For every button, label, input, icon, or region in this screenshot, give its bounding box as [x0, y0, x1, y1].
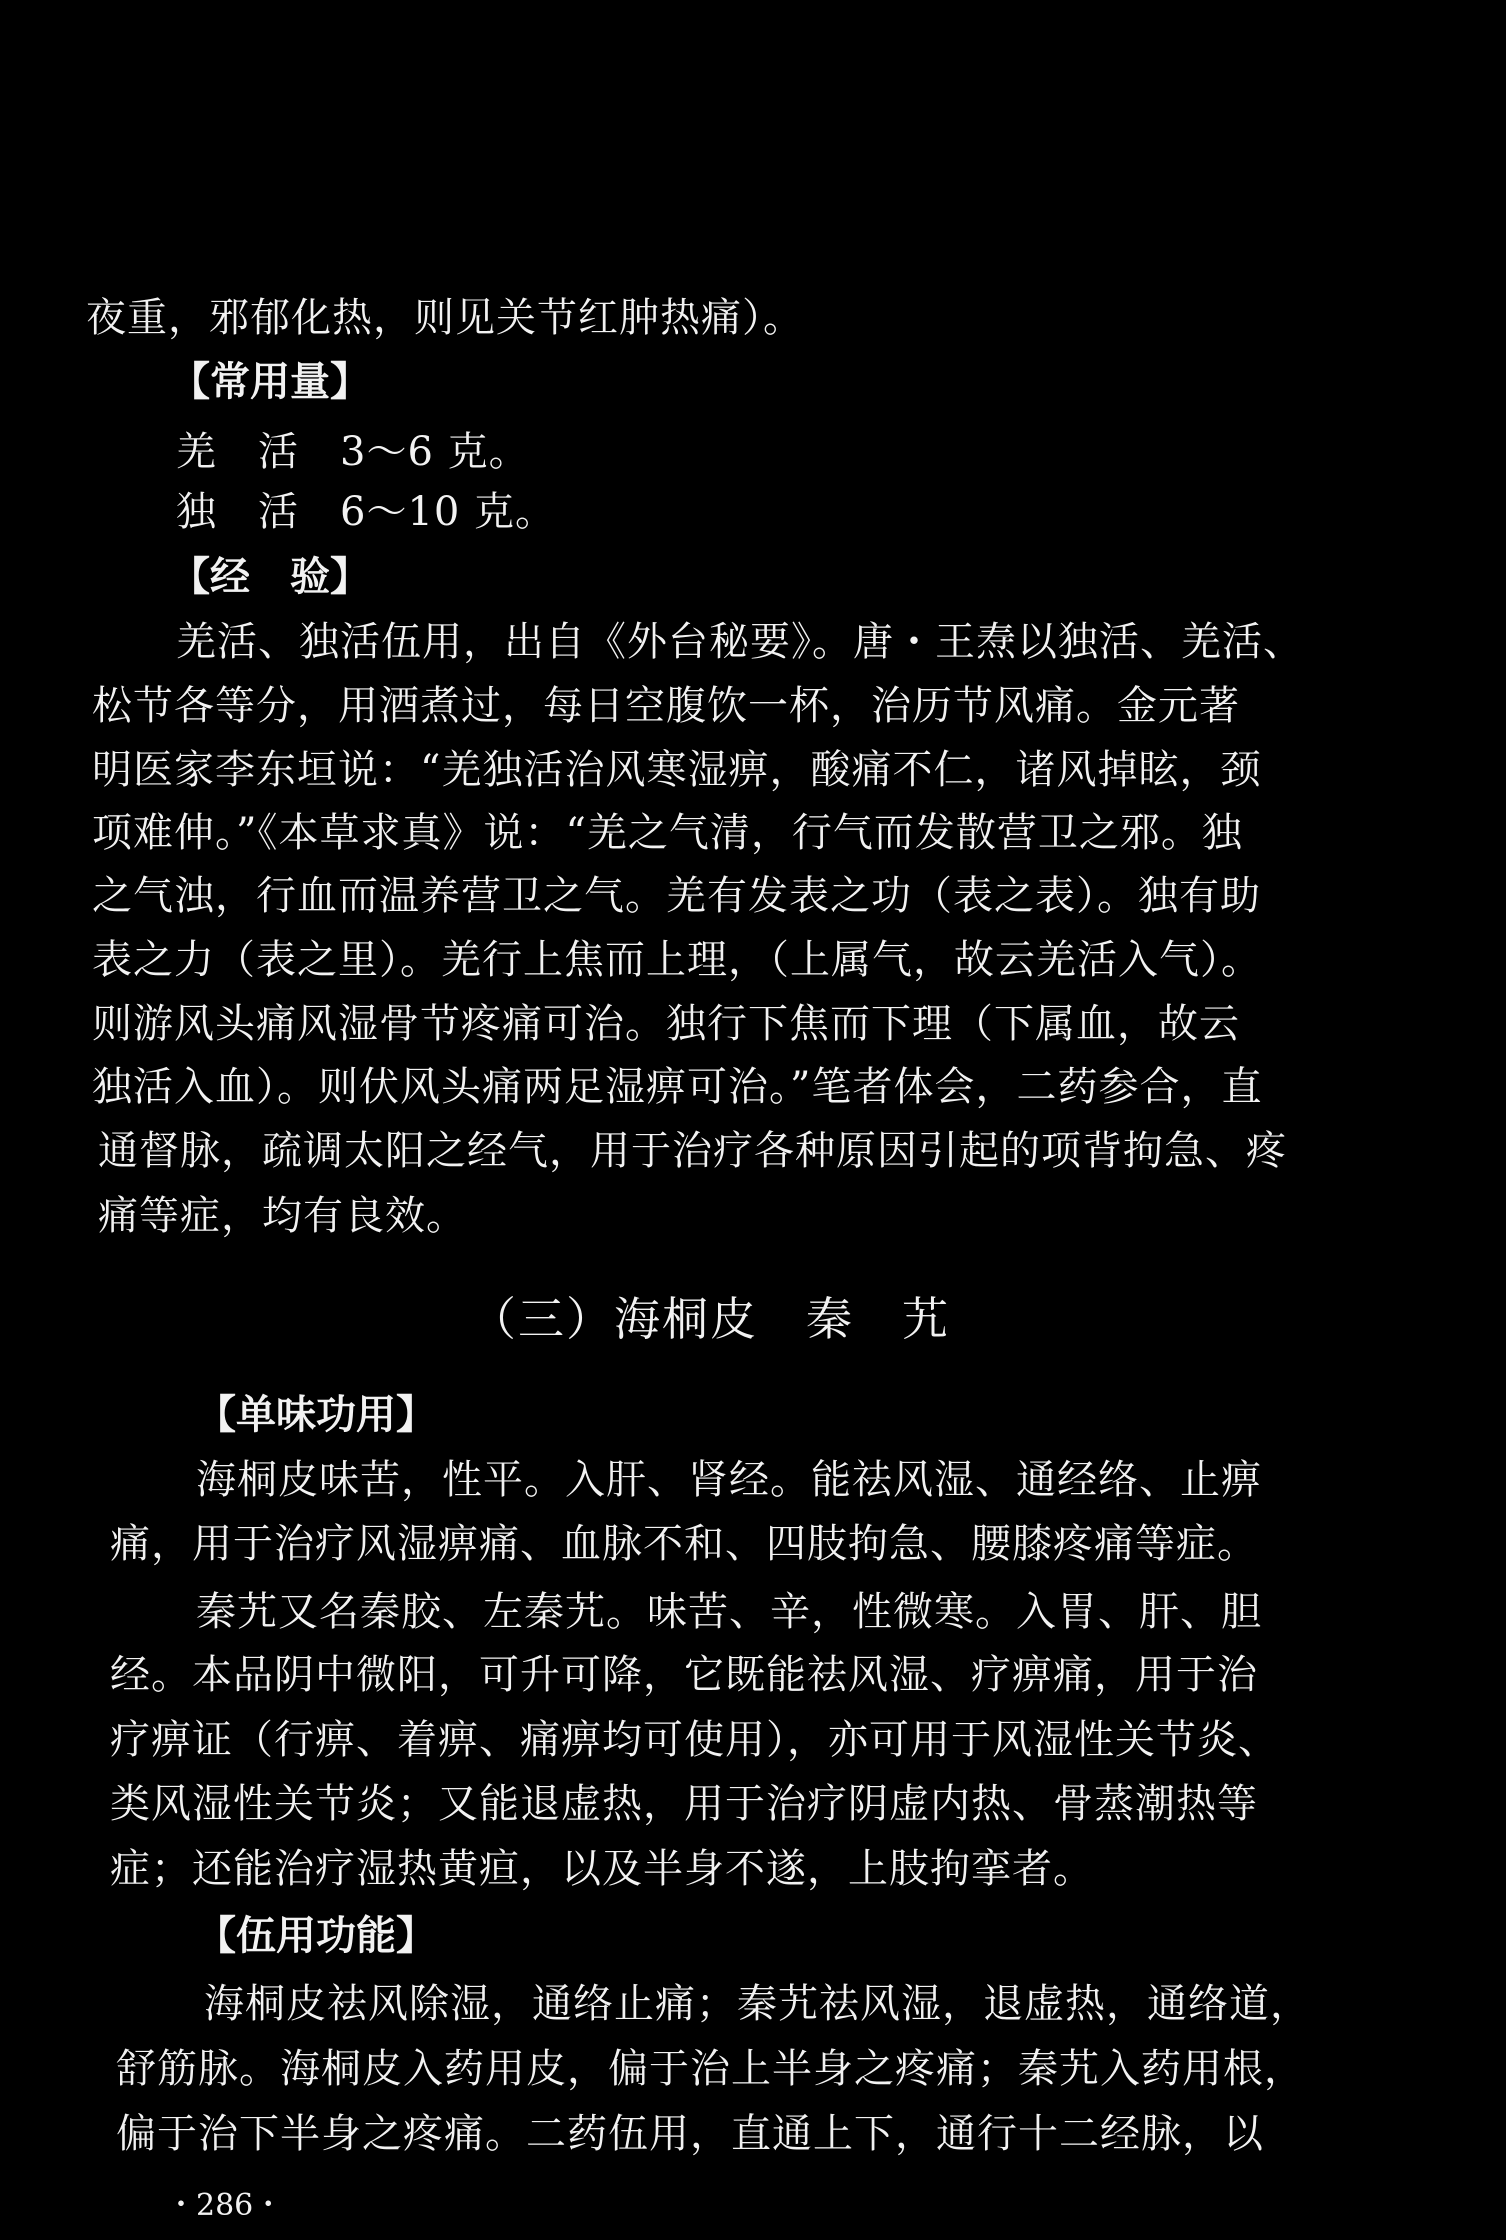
dosage-line: 独 活 6～10 克。	[176, 489, 557, 535]
section-heading-dosage: 【常用量】	[170, 359, 370, 405]
experience-line: 通督脉，疏调太阳之经气，用于治疗各种原因引起的项背拘急、疼	[98, 1128, 1287, 1174]
experience-line: 羌活、独活伍用，出自《外台秘要》。唐・王焘以独活、羌活、	[176, 619, 1304, 665]
experience-line: 表之力（表之里）。羌行上焦而上理，（上属气，故云羌活入气）。	[92, 937, 1262, 983]
combined-function-line: 偏于治下半身之疼痛。二药伍用，直通上下，通行十二经脉，以	[116, 2111, 1264, 2157]
experience-line: 独活入血）。则伏风头痛两足湿痹可治。”笔者体会，二药参合，直	[92, 1064, 1263, 1110]
single-function-line: 痛，用于治疗风湿痹痛、血脉不和、四肢拘急、腰膝疼痛等症。	[110, 1521, 1258, 1567]
paragraph-line: 夜重，邪郁化热，则见关节红肿热痛）。	[86, 295, 804, 341]
section-heading-single-function: 【单味功用】	[196, 1392, 436, 1438]
experience-line: 项难伸。”《本草求真》说：“羌之气清，行气而发散营卫之邪。独	[92, 810, 1243, 856]
single-function-line: 疗痹证（行痹、着痹、痛痹均可使用），亦可用于风湿性关节炎、	[110, 1717, 1279, 1763]
experience-line: 松节各等分，用酒煮过，每日空腹饮一杯，治历节风痛。金元著	[92, 683, 1240, 729]
single-function-line: 秦艽又名秦胶、左秦艽。味苦、辛，性微寒。入胃、肝、胆	[196, 1589, 1262, 1635]
single-function-line: 类风湿性关节炎；又能退虚热，用于治疗阴虚内热、骨蒸潮热等	[110, 1781, 1258, 1827]
dosage-line: 羌 活 3～6 克。	[176, 429, 530, 475]
single-function-line: 经。本品阴中微阳，可升可降，它既能祛风湿、疗痹痛，用于治	[110, 1652, 1258, 1698]
experience-line: 痛等症，均有良效。	[98, 1193, 467, 1239]
combined-function-line: 海桐皮祛风除湿，通络止痛；秦艽祛风湿，退虚热，通络道，	[204, 1981, 1311, 2027]
combined-function-line: 舒筋脉。海桐皮入药用皮，偏于治上半身之疼痛；秦艽入药用根，	[116, 2046, 1305, 2092]
experience-line: 之气浊，行血而温养营卫之气。羌有发表之功（表之表）。独有助	[92, 873, 1261, 919]
experience-line: 明医家李东垣说：“羌独活治风寒湿痹，酸痛不仁，诸风掉眩，颈	[92, 747, 1262, 793]
single-function-line: 海桐皮味苦，性平。入肝、肾经。能祛风湿、通经络、止痹	[196, 1457, 1262, 1503]
page-number: ・286・	[166, 2188, 284, 2223]
section-heading-combined-function: 【伍用功能】	[196, 1913, 436, 1959]
section-heading-experience: 【经 验】	[170, 554, 370, 600]
section-title: （三）海桐皮 秦 艽	[470, 1292, 950, 1346]
single-function-line: 症；还能治疗湿热黄疸，以及半身不遂，上肢拘挛者。	[110, 1846, 1094, 1892]
experience-line: 则游风头痛风湿骨节疼痛可治。独行下焦而下理（下属血，故云	[92, 1001, 1240, 1047]
